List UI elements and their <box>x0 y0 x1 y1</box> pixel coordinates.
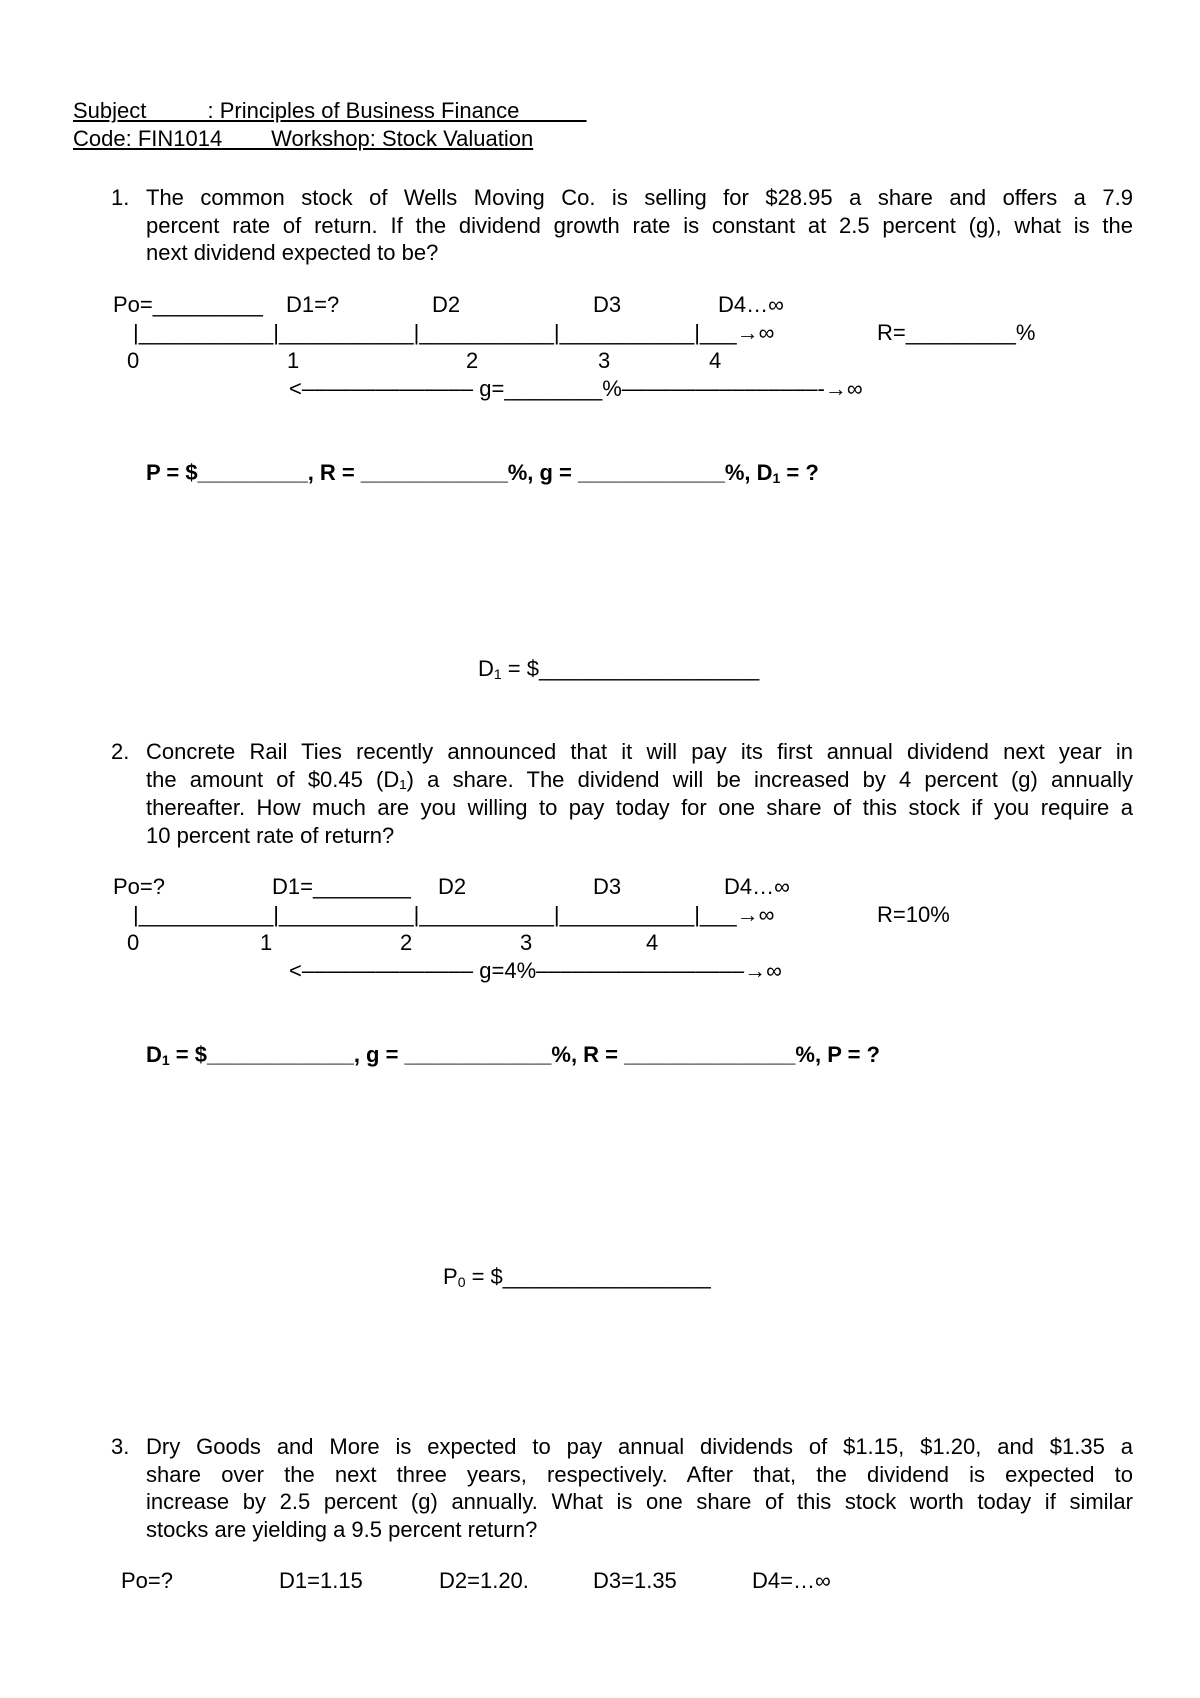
timeline-d3: D3=1.35 <box>593 1568 677 1593</box>
timeline-d2: D2=1.20. <box>439 1568 529 1593</box>
timeline-n4: 4 <box>646 930 659 955</box>
question-1-number: 1. <box>111 185 130 210</box>
question-2-answer: $P_0$ = $_________________ <box>443 1264 711 1290</box>
timeline-d1: D1=1.15 <box>279 1568 363 1593</box>
question-3-line-2: share over the next three years, respectively. After that, the dividend is expected to <box>146 1462 1133 1487</box>
question-3-line-3: increase by 2.5 percent (g) annually. What is one share of this stock worth today if similar <box>146 1489 1133 1514</box>
timeline-n2: 2 <box>400 930 413 955</box>
timeline-d1: D1=________ <box>272 874 411 899</box>
timeline-bar: |___________|___________|___________|___________|___→∞ <box>133 902 775 927</box>
timeline-d2: D2 <box>438 874 467 899</box>
question-2-line-1: Concrete Rail Ties recently announced that it will pay its first annual dividend next year in <box>146 739 1133 764</box>
timeline-d3: D3 <box>593 292 622 317</box>
timeline-n1: 1 <box>287 348 300 373</box>
question-2-line-2: the amount of $0.45 (D₁) a share. The dividend will be increased by 4 percent (g) annually <box>146 767 1133 792</box>
timeline-rate: R=10% <box>877 902 950 927</box>
timeline-po: Po=? <box>113 874 165 899</box>
timeline-d1: D1=? <box>286 292 340 317</box>
timeline-n0: 0 <box>127 348 140 373</box>
timeline-n3: 3 <box>598 348 611 373</box>
timeline-rate: R=_________% <box>877 320 1036 345</box>
question-1-line-2: percent rate of return. If the dividend growth rate is constant at 2.5 percent (g), what is the <box>146 213 1133 238</box>
timeline-bar: |___________|___________|___________|___________|___→∞ <box>133 320 775 345</box>
timeline-po: Po=_________ <box>113 292 263 317</box>
timeline-growth: <–––––––––––––– g=________%––––––––––––––––-→∞ <box>289 376 863 401</box>
question-1-answer: $D_1$ = $__________________ <box>478 656 760 682</box>
timeline-d4: D4…∞ <box>718 292 784 317</box>
question-1-line-1: The common stock of Wells Moving Co. is selling for $28.95 a share and offers a 7.9 <box>146 185 1133 210</box>
timeline-growth: <–––––––––––––– g=4%–––––––––––––––––→∞ <box>289 958 782 983</box>
subject-line: Subject : Principles of Business Finance <box>73 98 587 123</box>
timeline-n1: 1 <box>260 930 273 955</box>
question-2-formula: $D_1$ = $____________, g = ____________%, R = ______________%, P = ? <box>146 1042 880 1068</box>
timeline-d2: D2 <box>432 292 461 317</box>
question-1-line-3: next dividend expected to be? <box>146 240 439 265</box>
question-2-number: 2. <box>111 739 130 764</box>
timeline-n4: 4 <box>709 348 722 373</box>
question-3-line-4: stocks are yielding a 9.5 percent return? <box>146 1517 538 1542</box>
question-3-line-1: Dry Goods and More is expected to pay annual dividends of $1.15, $1.20, and $1.35 a <box>146 1434 1133 1459</box>
timeline-d4: D4=…∞ <box>752 1568 831 1593</box>
question-3-number: 3. <box>111 1434 130 1459</box>
timeline-d3: D3 <box>593 874 622 899</box>
timeline-n0: 0 <box>127 930 140 955</box>
timeline-n3: 3 <box>520 930 533 955</box>
timeline-d4: D4…∞ <box>724 874 790 899</box>
question-2-line-4: 10 percent rate of return? <box>146 823 395 848</box>
timeline-n2: 2 <box>466 348 479 373</box>
question-1-formula: P = $_________, R = ____________%, g = ____________%, $D_1$ = ? <box>146 460 819 486</box>
timeline-po: Po=? <box>121 1568 173 1593</box>
question-2-line-3: thereafter. How much are you willing to pay today for one share of this stock if you require a <box>146 795 1133 820</box>
code-line: Code: FIN1014 Workshop: Stock Valuation <box>73 126 534 151</box>
